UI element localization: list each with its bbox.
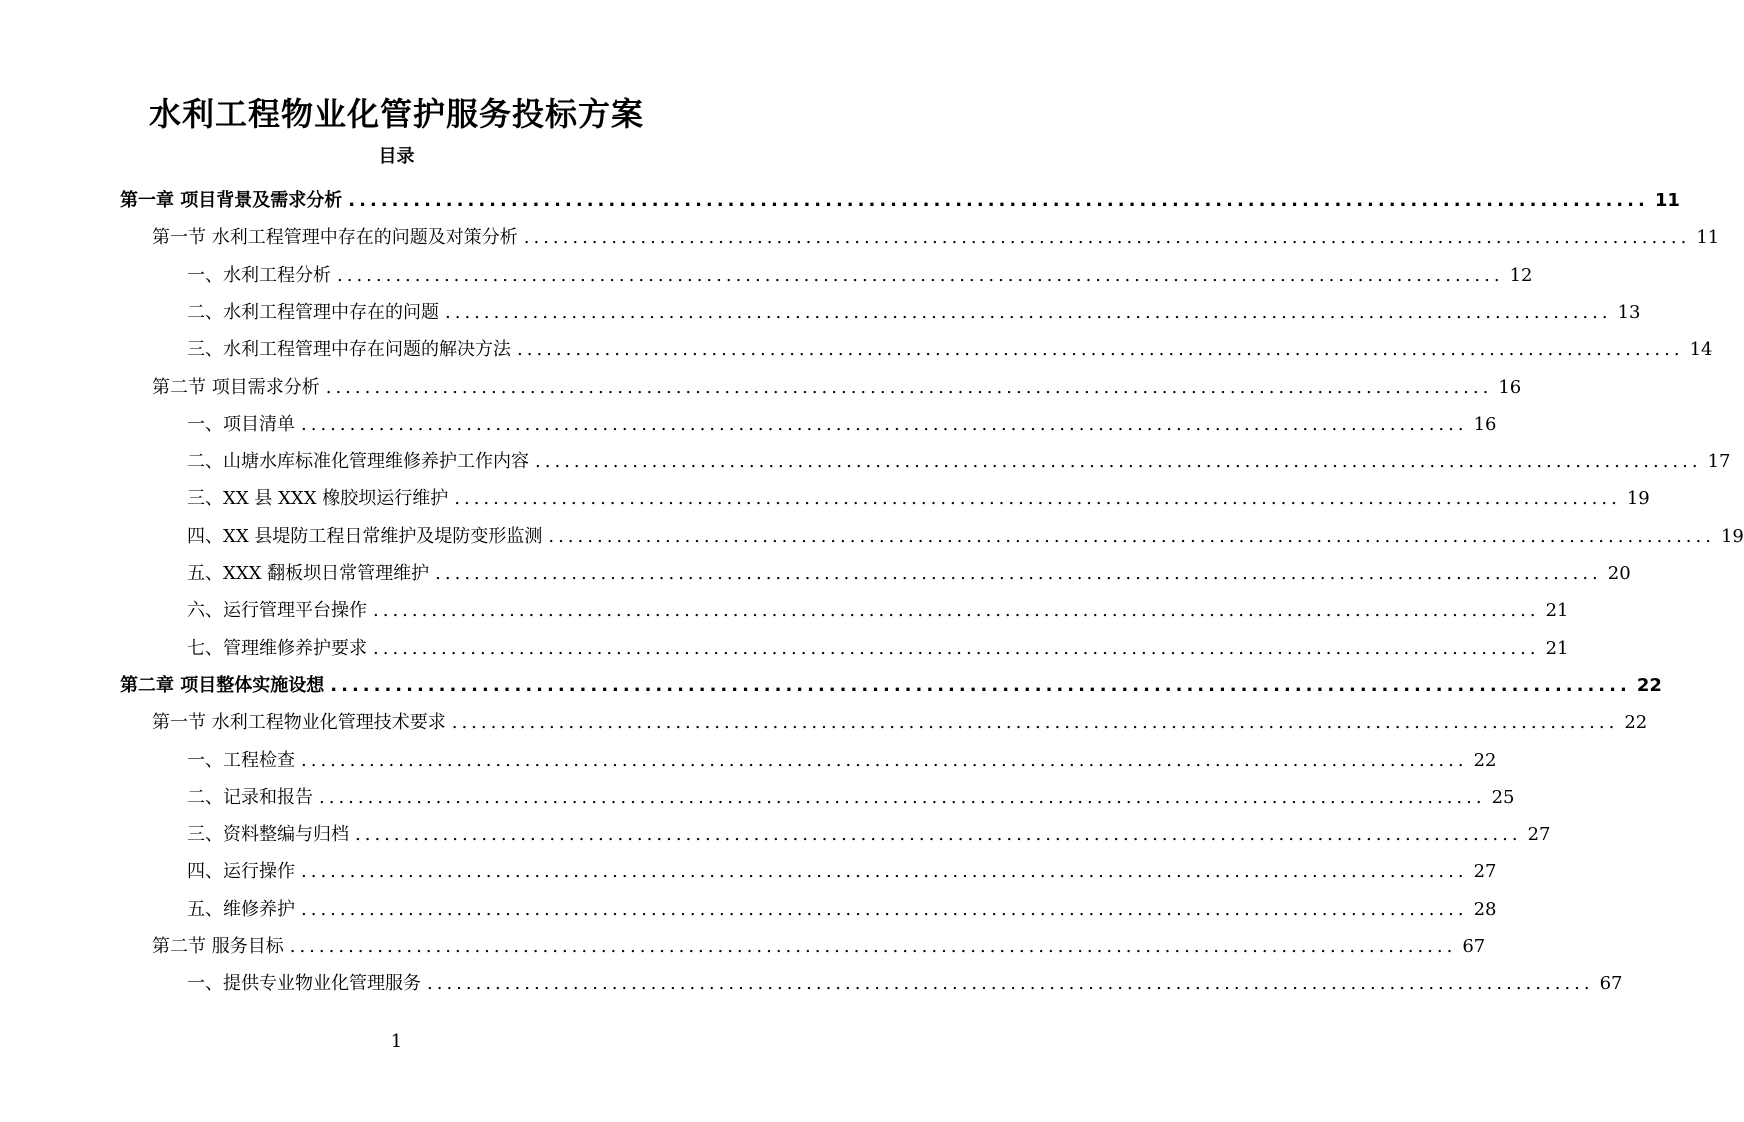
toc-entry[interactable]: [187, 251, 1533, 287]
toc-entry-title: 三、水利工程管理中存在问题的解决方法: [187, 339, 511, 361]
toc-entry-page: 25: [1491, 786, 1515, 808]
toc-entry-page: 19: [1720, 525, 1744, 547]
toc-entry-title: 二、记录和报告: [187, 786, 313, 808]
toc-entry-title: 一、项目清单: [187, 413, 295, 435]
toc-entry-title: 第二节 项目需求分析: [152, 376, 320, 398]
toc-entry-title: 二、山塘水库标准化管理维修养护工作内容: [187, 451, 529, 473]
toc-entry[interactable]: [187, 847, 1497, 883]
toc-entry-title: 四、运行操作: [187, 861, 295, 883]
toc-entry[interactable]: [152, 213, 1720, 249]
toc-entry[interactable]: [187, 586, 1569, 622]
toc-entry-title: 一、水利工程分析: [187, 264, 331, 286]
toc-entry[interactable]: [152, 698, 1648, 734]
toc-entry[interactable]: [152, 922, 1486, 958]
dot-leader: ........................................................................................................................: [325, 376, 1493, 398]
toc-entry-page: 27: [1527, 824, 1551, 846]
toc-entry[interactable]: [120, 176, 1680, 212]
toc-entry[interactable]: [152, 363, 1522, 399]
toc-heading: 目录: [378, 146, 415, 167]
dot-leader: ........................................................................................................................: [535, 451, 1702, 473]
toc-entry-page: 20: [1607, 563, 1631, 584]
toc-entry[interactable]: [187, 474, 1650, 510]
dot-leader: ........................................................................................................................: [517, 339, 1684, 361]
toc-entry-page: 11: [1654, 190, 1680, 211]
dot-leader: ........................................................................................................................: [301, 749, 1468, 771]
toc-entry-title: 六、运行管理平台操作: [187, 600, 367, 622]
toc-entry-page: 12: [1509, 264, 1533, 286]
toc-entry-page: 19: [1626, 488, 1650, 510]
dot-leader: ........................................................................................................................: [373, 600, 1540, 622]
toc-entry-title: 五、XXX 翻板坝日常管理维护: [187, 563, 430, 584]
toc-entry[interactable]: [187, 885, 1497, 921]
toc-entry-title: 第二章 项目整体实施设想: [120, 674, 325, 696]
toc-entry-title: 第一节 水利工程物业化管理技术要求: [152, 712, 446, 734]
dot-leader: ........................................................................................................................: [355, 824, 1522, 846]
dot-leader: ........................................................................................................................: [289, 936, 1457, 957]
dot-leader: ........................................................................................................................: [427, 973, 1594, 995]
toc-entry-page: 21: [1545, 637, 1569, 659]
toc-entry[interactable]: [187, 512, 1744, 548]
toc-entry[interactable]: [187, 400, 1497, 436]
toc-entry-page: 16: [1473, 413, 1497, 435]
dot-leader: ........................................................................................................................: [319, 786, 1486, 808]
toc-entry-title: 七、管理维修养护要求: [187, 637, 367, 659]
dot-leader: ........................................................................................................................: [330, 674, 1631, 696]
toc-entry[interactable]: [187, 288, 1641, 324]
toc-entry-page: 28: [1473, 898, 1497, 920]
toc-entry[interactable]: [120, 661, 1662, 697]
toc-entry[interactable]: [187, 959, 1623, 995]
toc-entry-page: 27: [1473, 861, 1497, 883]
toc-entry-title: 五、维修养护: [187, 898, 295, 920]
toc-entry-page: 22: [1473, 749, 1497, 771]
toc-entry-title: 第一节 水利工程管理中存在的问题及对策分析: [152, 227, 518, 249]
toc-entry-page: 67: [1599, 973, 1623, 995]
toc-entry-title: 四、XX 县堤防工程日常维护及堤防变形监测: [187, 525, 543, 547]
toc-entry[interactable]: [187, 773, 1515, 809]
dot-leader: ........................................................................................................................: [454, 488, 1621, 510]
dot-leader: ........................................................................................................................: [348, 190, 1649, 211]
toc-entry-page: 16: [1498, 376, 1522, 398]
dot-leader: ........................................................................................................................: [373, 637, 1540, 659]
dot-leader: ........................................................................................................................: [523, 227, 1691, 249]
dot-leader: ........................................................................................................................: [445, 301, 1612, 323]
toc-entry-title: 一、工程检查: [187, 749, 295, 771]
page-number: 1: [390, 1031, 403, 1052]
toc-entry[interactable]: [187, 736, 1497, 772]
toc-entry-page: 14: [1689, 339, 1713, 361]
toc-entry-page: 11: [1696, 227, 1720, 249]
dot-leader: ........................................................................................................................: [301, 413, 1468, 435]
toc-entry[interactable]: [187, 437, 1731, 473]
toc-entry-title: 一、提供专业物业化管理服务: [187, 973, 421, 995]
dot-leader: ........................................................................................................................: [337, 264, 1504, 286]
toc-entry-title: 第一章 项目背景及需求分析: [120, 190, 343, 211]
dot-leader: ........................................................................................................................: [435, 563, 1602, 584]
dot-leader: ........................................................................................................................: [451, 712, 1619, 734]
dot-leader: ........................................................................................................................: [301, 898, 1468, 920]
dot-leader: ........................................................................................................................: [548, 525, 1715, 547]
toc-entry[interactable]: [187, 549, 1631, 585]
toc-entry-page: 22: [1624, 712, 1648, 734]
toc-entry-page: 22: [1636, 674, 1662, 696]
toc-entry[interactable]: [187, 325, 1713, 361]
toc-entry-page: 17: [1707, 451, 1731, 473]
toc-entry-page: 13: [1617, 301, 1641, 323]
toc-entry-title: 二、水利工程管理中存在的问题: [187, 301, 439, 323]
toc-entry[interactable]: [187, 624, 1569, 660]
toc-entry[interactable]: [187, 810, 1551, 846]
toc-entry-page: 67: [1462, 936, 1486, 957]
toc-entry-page: 21: [1545, 600, 1569, 622]
toc-entry-title: 三、XX 县 XXX 橡胶坝运行维护: [187, 488, 449, 510]
dot-leader: ........................................................................................................................: [301, 861, 1468, 883]
document-title: 水利工程物业化管护服务投标方案: [148, 95, 644, 133]
toc-entry-title: 三、资料整编与归档: [187, 824, 349, 846]
toc-entry-title: 第二节 服务目标: [152, 936, 284, 957]
